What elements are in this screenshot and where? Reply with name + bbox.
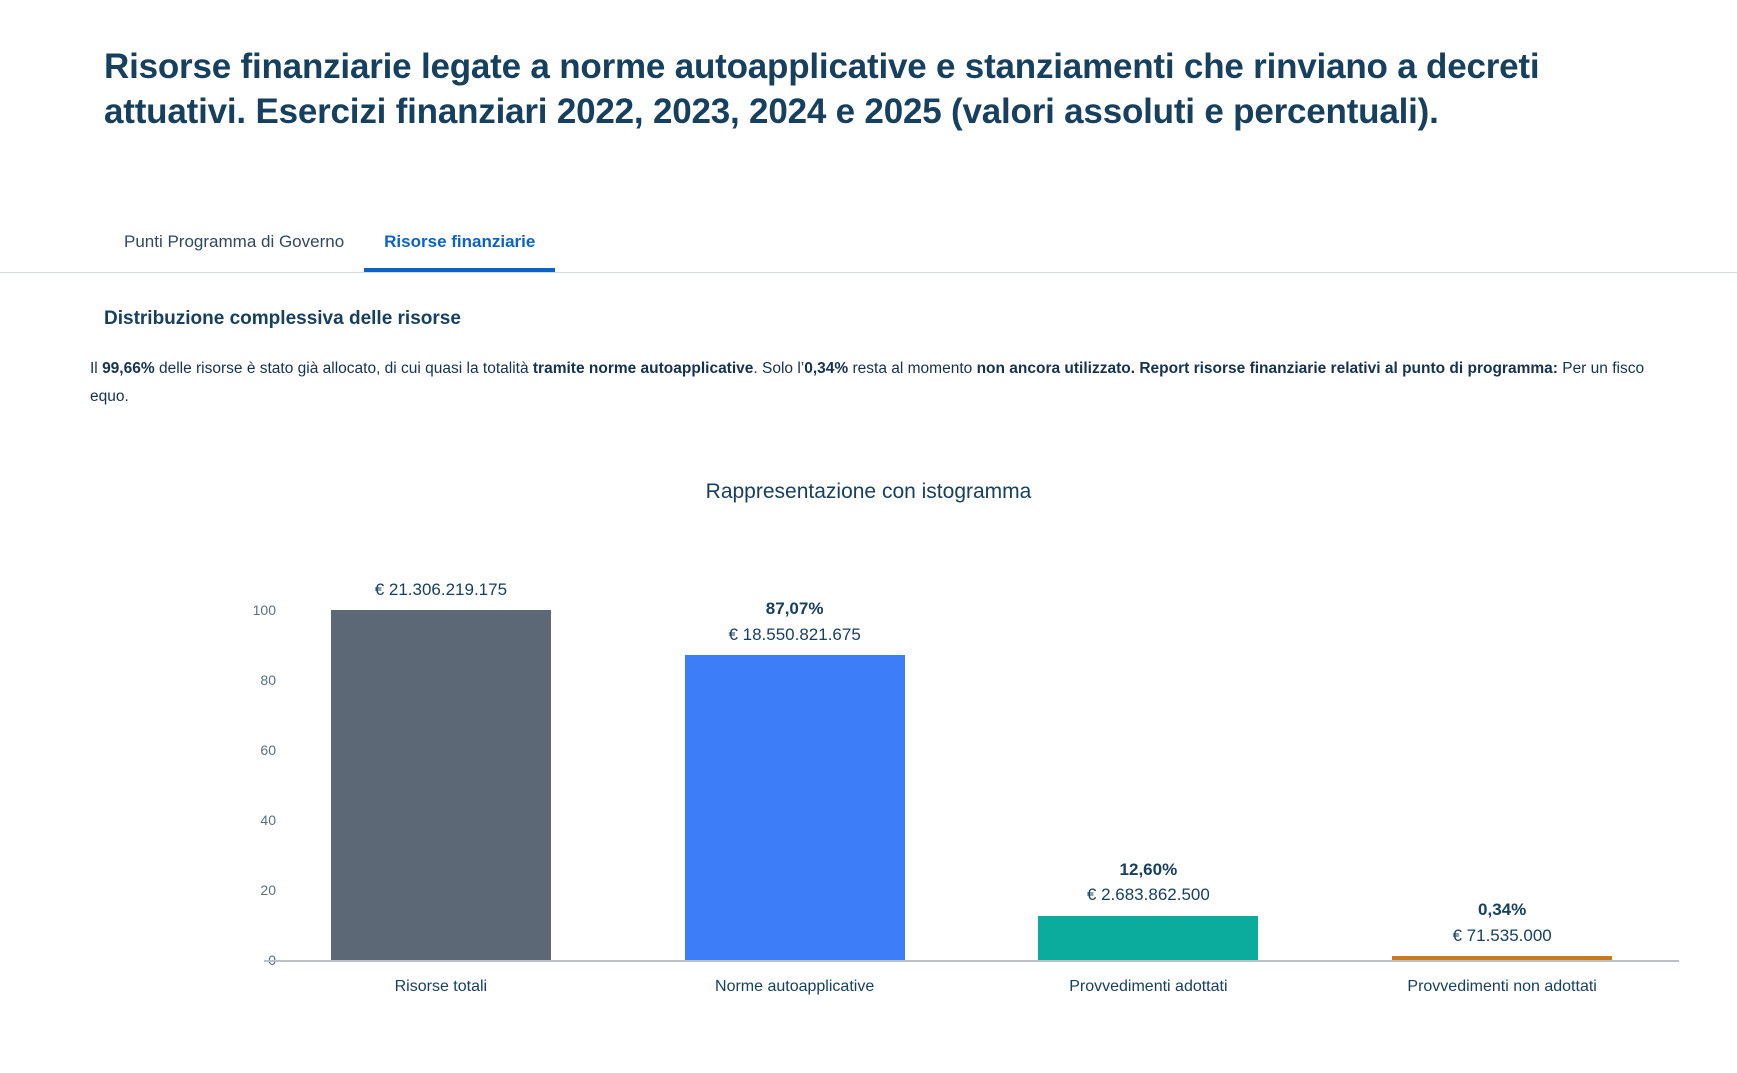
y-tick-label: 80 (260, 672, 276, 688)
bar-data-label (261, 577, 621, 603)
bar[interactable] (331, 610, 551, 960)
section-paragraph (90, 355, 1670, 410)
category-label: Norme autoapplicative (715, 978, 875, 995)
bar-group (618, 599, 972, 960)
bar[interactable] (685, 655, 905, 960)
bar-group (972, 610, 1326, 960)
bar-amount-label: € 21.306.219.175 (374, 579, 508, 599)
y-tick-label: 40 (260, 812, 276, 828)
bar-data-label (1322, 897, 1682, 948)
category-label: Risorse totali (394, 978, 488, 995)
category-label: Provvedimenti adottati (1069, 978, 1228, 995)
paragraph-part-1: Il (90, 360, 103, 377)
section-heading: Distribuzione complessiva delle risorse (104, 308, 461, 329)
bar-amount-label: € 71.535.000 (1452, 925, 1552, 945)
paragraph-bold-non-ancora-utilizzato: non ancora utilizzato. (976, 360, 1136, 377)
paragraph-part-2: delle risorse è stato già allocato, di cui quasi la totalità (154, 360, 533, 377)
category-label: Provvedimenti non adottati (1407, 978, 1597, 995)
paragraph-bold-norme-autoapplicative: tramite norme autoapplicative (532, 360, 754, 377)
tab-punti-programma-di-governo[interactable]: Punti Programma di Governo (124, 232, 345, 251)
bar-data-label (615, 596, 975, 647)
tab-bar (104, 228, 555, 272)
bar[interactable] (1038, 916, 1258, 960)
paragraph-part-4: resta al momento (848, 360, 977, 377)
tab-risorse-finanziarie[interactable]: Risorse finanziarie (364, 228, 555, 272)
y-tick-label: 20 (260, 882, 276, 898)
y-tick-label: 60 (260, 742, 276, 758)
bar[interactable] (1392, 956, 1612, 960)
paragraph-part-6: Per un fisco equo. (90, 360, 1645, 405)
bar-amount-label: € 2.683.862.500 (1086, 885, 1210, 905)
bar-chart (104, 560, 1729, 1020)
y-tick-label: 100 (252, 602, 276, 618)
tab-divider (0, 272, 1737, 273)
paragraph-bold-0-34: 0,34% (804, 360, 849, 377)
x-axis-line (264, 960, 1679, 962)
chart-title: Rappresentazione con istogramma (705, 480, 1032, 503)
paragraph-part-3: . Solo l’ (753, 360, 805, 377)
bar-group (1325, 610, 1679, 960)
paragraph-bold-99-66: 99,66% (102, 360, 155, 377)
bar-data-label (968, 857, 1328, 908)
bar-percent-label: 12,60% (1119, 859, 1178, 879)
bar-percent-label: 87,07% (765, 599, 824, 619)
bar-amount-label: € 18.550.821.675 (728, 624, 861, 644)
bar-percent-label: 0,34% (1478, 900, 1527, 919)
page-title: Risorse finanziarie legate a norme autoapplicative e stanziamenti che rinviano a decreti attuativi. Esercizi finanziari 2022, 2023, 2024 e 2025 (valori assoluti e percentuali). (104, 47, 1540, 132)
paragraph-bold-report-risorse: Report risorse finanziarie relativi al punto di programma: (1139, 360, 1558, 377)
